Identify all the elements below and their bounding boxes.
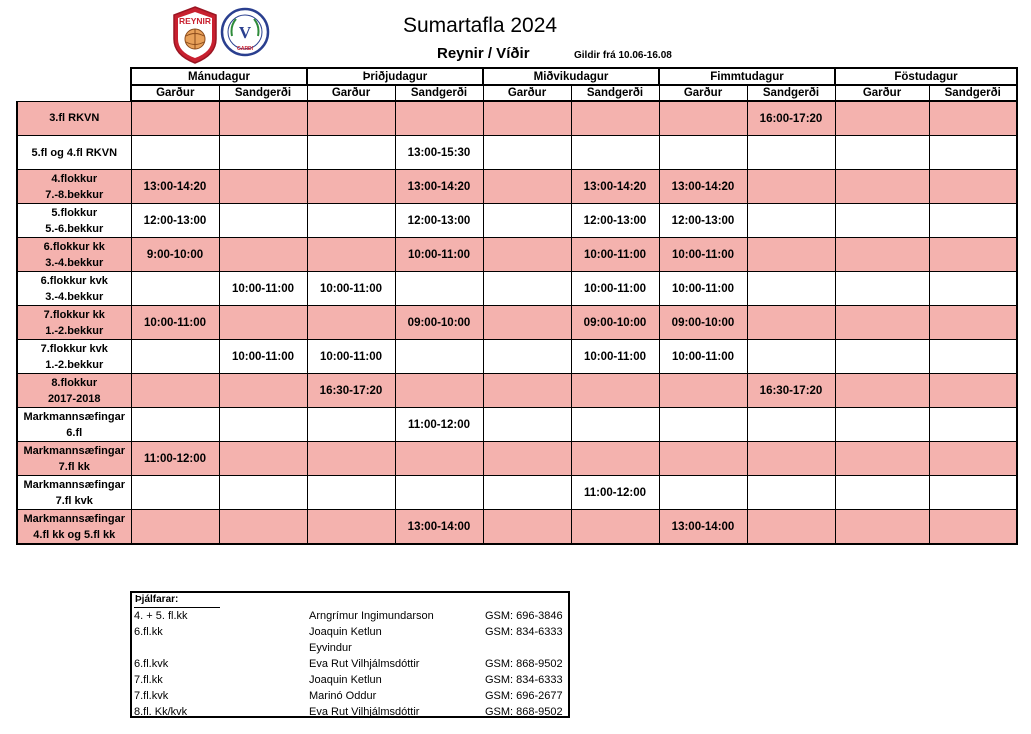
schedule-row [17, 442, 1017, 476]
time-cell [131, 476, 219, 510]
coach-phone: GSM: 834-6333 [485, 626, 563, 638]
time-cell [483, 510, 571, 545]
time-cell: 13:00-14:20 [395, 170, 483, 204]
coach-row [132, 658, 568, 674]
time-cell [659, 136, 747, 170]
time-cell [571, 374, 659, 408]
group-label: 7.flokkur kk [43, 308, 105, 321]
time-cell: 16:30-17:20 [747, 374, 835, 408]
schedule-row [17, 101, 1017, 136]
coach-phone: GSM: 834-6333 [485, 674, 563, 686]
time-cell [835, 340, 929, 374]
group-label: 6.flokkur kvk [40, 274, 108, 287]
group-label: 5.flokkur [51, 206, 98, 219]
group-label: 4.fl kk og 5.fl kk [33, 528, 116, 541]
coach-name: Eva Rut Vilhjálmsdóttir [309, 658, 420, 670]
time-cell [307, 510, 395, 545]
time-cell [219, 408, 307, 442]
time-cell: 16:30-17:20 [307, 374, 395, 408]
group-label: 7.-8.bekkur [45, 188, 104, 201]
time-cell [929, 442, 1017, 476]
schedule-table [16, 67, 1018, 545]
group-label: 4.flokkur [51, 172, 98, 185]
location-header: Sandgerði [571, 85, 659, 101]
group-cell [17, 374, 131, 408]
group-cell [17, 101, 131, 136]
group-label: 7.flokkur kvk [40, 342, 108, 355]
time-cell [747, 340, 835, 374]
time-cell: 13:00-14:00 [395, 510, 483, 545]
group-label: 2017-2018 [47, 392, 101, 405]
time-cell [835, 170, 929, 204]
time-cell: 10:00-11:00 [571, 272, 659, 306]
location-header: Sandgerði [395, 85, 483, 101]
time-cell [747, 306, 835, 340]
coaches-box [130, 591, 570, 718]
time-cell [307, 476, 395, 510]
time-cell [747, 136, 835, 170]
day-header: Föstudagur [835, 68, 1017, 85]
location-header: Garður [131, 85, 219, 101]
time-cell [483, 170, 571, 204]
time-cell [483, 272, 571, 306]
time-cell: 10:00-11:00 [571, 238, 659, 272]
time-cell: 10:00-11:00 [395, 238, 483, 272]
group-cell [17, 442, 131, 476]
coach-name: Joaquin Ketlun [309, 626, 382, 638]
time-cell [747, 510, 835, 545]
time-cell [131, 510, 219, 545]
group-cell [17, 238, 131, 272]
time-cell: 10:00-11:00 [659, 272, 747, 306]
time-cell [747, 204, 835, 238]
time-cell [219, 204, 307, 238]
time-cell [835, 136, 929, 170]
time-cell [929, 306, 1017, 340]
time-cell [929, 136, 1017, 170]
group-label: Markmannsæfingar [23, 478, 125, 491]
location-header: Sandgerði [219, 85, 307, 101]
time-cell: 16:00-17:20 [747, 101, 835, 136]
group-label: 6.fl [66, 426, 83, 439]
coach-name: Eva Rut Vilhjálmsdóttir [309, 706, 420, 718]
time-cell: 12:00-13:00 [659, 204, 747, 238]
day-header: Miðvikudagur [483, 68, 659, 85]
group-label: 7.fl kvk [55, 494, 93, 507]
location-header: Garður [307, 85, 395, 101]
coach-name: Marinó Oddur [309, 690, 377, 702]
schedule-row [17, 170, 1017, 204]
time-cell [929, 510, 1017, 545]
time-cell [747, 408, 835, 442]
coach-group: 7.fl.kk [134, 674, 163, 686]
group-label: Markmannsæfingar [23, 410, 125, 423]
time-cell [835, 476, 929, 510]
time-cell [659, 101, 747, 136]
time-cell [571, 101, 659, 136]
time-cell: 13:00-14:20 [131, 170, 219, 204]
schedule-row [17, 340, 1017, 374]
time-cell [835, 204, 929, 238]
time-cell [395, 272, 483, 306]
time-cell [571, 510, 659, 545]
coach-name: Joaquin Ketlun [309, 674, 382, 686]
vidir-logo [220, 6, 270, 58]
time-cell: 10:00-11:00 [659, 238, 747, 272]
group-label: 5.-6.bekkur [45, 222, 104, 235]
group-label: Markmannsæfingar [23, 444, 125, 457]
time-cell: 11:00-12:00 [395, 408, 483, 442]
time-cell: 9:00-10:00 [131, 238, 219, 272]
time-cell [659, 442, 747, 476]
time-cell [929, 272, 1017, 306]
group-cell [17, 170, 131, 204]
schedule-row [17, 510, 1017, 545]
day-header: Þriðjudagur [307, 68, 483, 85]
time-cell [929, 170, 1017, 204]
time-cell [835, 101, 929, 136]
time-cell [131, 101, 219, 136]
time-cell [659, 408, 747, 442]
time-cell: 09:00-10:00 [571, 306, 659, 340]
group-label: 8.flokkur [51, 376, 98, 389]
time-cell [219, 101, 307, 136]
group-label: 7.fl kk [58, 460, 90, 473]
time-cell [571, 136, 659, 170]
time-cell [307, 442, 395, 476]
time-cell [659, 476, 747, 510]
time-cell: 09:00-10:00 [395, 306, 483, 340]
time-cell: 10:00-11:00 [571, 340, 659, 374]
svg-text:GARÐI: GARÐI [236, 46, 254, 52]
group-cell [17, 510, 131, 545]
time-cell [747, 476, 835, 510]
group-cell [17, 408, 131, 442]
time-cell [929, 476, 1017, 510]
time-cell [307, 136, 395, 170]
group-label: 3.-4.bekkur [45, 290, 104, 303]
page-title: Sumartafla 2024 [403, 14, 558, 37]
coach-name: Eyvindur [309, 642, 352, 654]
time-cell [219, 476, 307, 510]
coach-group: 8.fl. Kk/kvk [134, 706, 188, 718]
time-cell [747, 442, 835, 476]
location-header: Sandgerði [747, 85, 835, 101]
coach-row [132, 706, 568, 722]
coach-phone: GSM: 868-9502 [485, 706, 563, 718]
schedule-row [17, 238, 1017, 272]
coach-phone: GSM: 696-2677 [485, 690, 563, 702]
location-header: Sandgerði [929, 85, 1017, 101]
location-header: Garður [835, 85, 929, 101]
time-cell [747, 238, 835, 272]
coach-phone: GSM: 696-3846 [485, 610, 563, 622]
coach-row [132, 610, 568, 626]
time-cell [395, 476, 483, 510]
time-cell [307, 170, 395, 204]
page-subtitle: Reynir / Víðir [437, 45, 530, 62]
corner-cell [17, 68, 131, 85]
time-cell: 11:00-12:00 [131, 442, 219, 476]
coach-group: 7.fl.kvk [134, 690, 169, 702]
time-cell [835, 442, 929, 476]
schedule-row [17, 408, 1017, 442]
time-cell [835, 306, 929, 340]
schedule-row [17, 272, 1017, 306]
coach-group: 6.fl.kk [134, 626, 163, 638]
time-cell: 13:00-14:00 [659, 510, 747, 545]
time-cell [929, 238, 1017, 272]
group-label: 5.fl og 4.fl RKVN [31, 146, 118, 159]
validity-text: Gildir frá 10.06-16.08 [574, 50, 672, 61]
time-cell: 13:00-14:20 [571, 170, 659, 204]
time-cell: 12:00-13:00 [131, 204, 219, 238]
group-label: 1.-2.bekkur [45, 324, 104, 337]
group-label: 6.flokkur kk [43, 240, 105, 253]
time-cell [571, 442, 659, 476]
time-cell [219, 170, 307, 204]
group-label: 3.fl RKVN [49, 112, 100, 125]
time-cell [929, 204, 1017, 238]
group-label: 1.-2.bekkur [45, 358, 104, 371]
time-cell: 10:00-11:00 [307, 272, 395, 306]
time-cell [929, 340, 1017, 374]
time-cell [483, 340, 571, 374]
time-cell [307, 408, 395, 442]
time-cell [307, 306, 395, 340]
schedule-row [17, 374, 1017, 408]
group-label: Markmannsæfingar [23, 512, 125, 525]
group-cell [17, 204, 131, 238]
time-cell: 11:00-12:00 [571, 476, 659, 510]
time-cell [219, 442, 307, 476]
time-cell [483, 306, 571, 340]
time-cell [219, 374, 307, 408]
group-cell [17, 340, 131, 374]
time-cell [929, 101, 1017, 136]
time-cell: 12:00-13:00 [395, 204, 483, 238]
coach-group: 6.fl.kvk [134, 658, 169, 670]
time-cell [395, 442, 483, 476]
reynir-logo [170, 5, 220, 65]
corner-cell [17, 85, 131, 101]
time-cell [307, 101, 395, 136]
time-cell [835, 374, 929, 408]
time-cell [219, 136, 307, 170]
day-header: Fimmtudagur [659, 68, 835, 85]
group-cell [17, 476, 131, 510]
time-cell [483, 374, 571, 408]
time-cell: 10:00-11:00 [307, 340, 395, 374]
schedule-row [17, 306, 1017, 340]
time-cell [307, 238, 395, 272]
time-cell [929, 374, 1017, 408]
location-header: Garður [659, 85, 747, 101]
schedule-row [17, 204, 1017, 238]
time-cell [219, 306, 307, 340]
time-cell [395, 101, 483, 136]
schedule-body [17, 101, 1017, 544]
time-cell [131, 408, 219, 442]
time-cell: 10:00-11:00 [219, 340, 307, 374]
time-cell [747, 272, 835, 306]
coaches-title: Þjálfarar: [135, 594, 179, 605]
time-cell [659, 374, 747, 408]
coach-row [132, 626, 568, 642]
day-header: Mánudagur [131, 68, 307, 85]
time-cell [219, 510, 307, 545]
time-cell [747, 170, 835, 204]
group-cell [17, 272, 131, 306]
time-cell: 09:00-10:00 [659, 306, 747, 340]
group-cell [17, 136, 131, 170]
time-cell [835, 272, 929, 306]
time-cell [131, 272, 219, 306]
day-header-row [17, 68, 1017, 85]
coach-name: Arngrímur Ingimundarson [309, 610, 434, 622]
time-cell: 13:00-15:30 [395, 136, 483, 170]
time-cell [929, 408, 1017, 442]
time-cell [835, 510, 929, 545]
svg-text:REYNIR: REYNIR [178, 16, 212, 26]
group-label: 3.-4.bekkur [45, 256, 104, 269]
time-cell [483, 204, 571, 238]
time-cell [395, 340, 483, 374]
coach-row [132, 674, 568, 690]
location-header-row [17, 85, 1017, 101]
time-cell: 12:00-13:00 [571, 204, 659, 238]
svg-text:V: V [238, 23, 252, 42]
group-cell [17, 306, 131, 340]
coach-row [132, 642, 568, 658]
coaches-title-underline [134, 607, 220, 608]
location-header: Garður [483, 85, 571, 101]
time-cell: 10:00-11:00 [219, 272, 307, 306]
coach-phone: GSM: 868-9502 [485, 658, 563, 670]
time-cell: 10:00-11:00 [659, 340, 747, 374]
time-cell [483, 442, 571, 476]
time-cell [483, 101, 571, 136]
time-cell [835, 238, 929, 272]
time-cell: 10:00-11:00 [131, 306, 219, 340]
time-cell: 13:00-14:20 [659, 170, 747, 204]
time-cell [395, 374, 483, 408]
time-cell [571, 408, 659, 442]
schedule-row [17, 476, 1017, 510]
schedule-row [17, 136, 1017, 170]
time-cell [483, 408, 571, 442]
time-cell [483, 238, 571, 272]
time-cell [835, 408, 929, 442]
time-cell [307, 204, 395, 238]
time-cell [131, 340, 219, 374]
time-cell [131, 374, 219, 408]
time-cell [483, 136, 571, 170]
coach-group: 4. + 5. fl.kk [134, 610, 188, 622]
time-cell [483, 476, 571, 510]
time-cell [131, 136, 219, 170]
time-cell [219, 238, 307, 272]
coach-row [132, 690, 568, 706]
